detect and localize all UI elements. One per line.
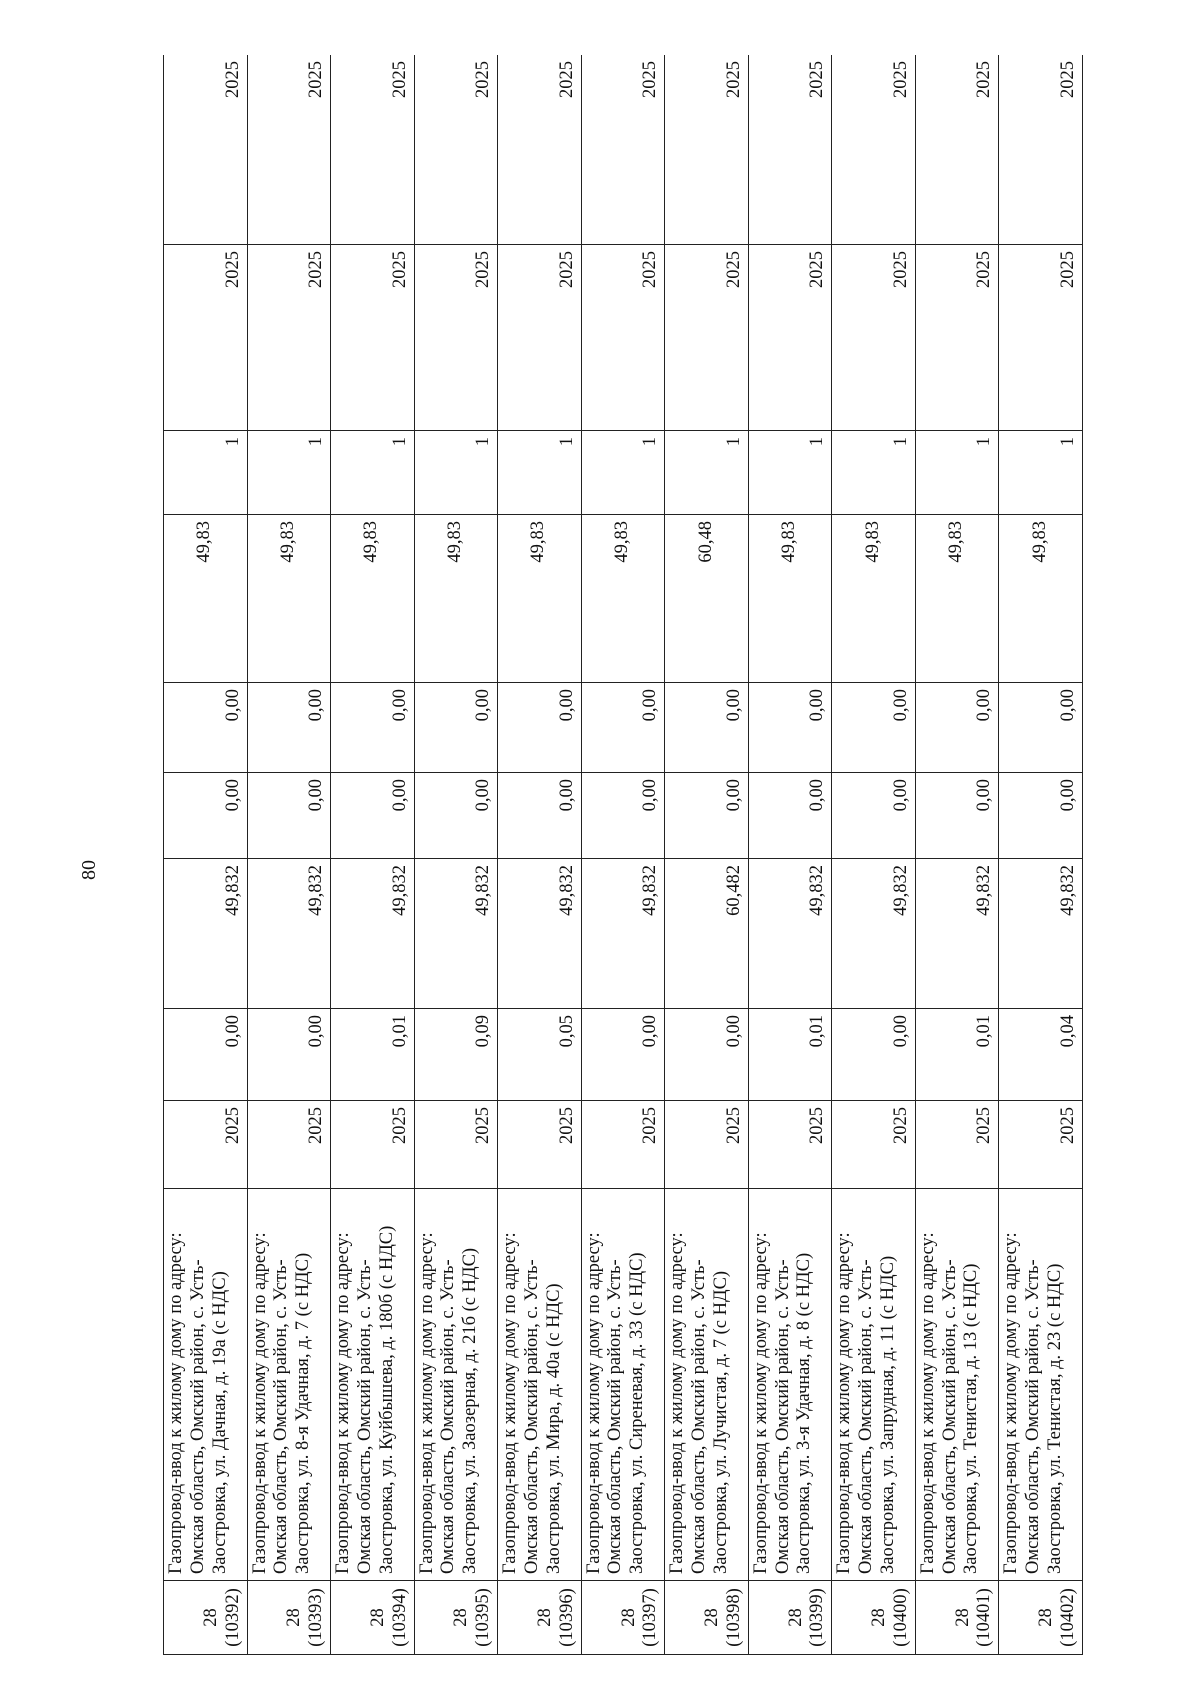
year-a-cell: 2025 [748,245,832,431]
value-3-cell: 0,00 [414,773,498,859]
value-4-cell: 0,00 [414,683,498,773]
object-name-cell: Газопровод-ввод к жилому дому по адресу: Омская область, Омский район, с. Усть-Заостровка, ул. Заозерная, д. 21б (с НДС) [414,1189,498,1581]
object-code-sub: (10401) [974,1588,995,1647]
year-start-cell: 2025 [498,1101,582,1189]
table-row [748,55,832,1655]
value-4-cell: 0,00 [581,683,665,773]
value-4-cell: 0,00 [498,683,582,773]
object-code-main: 28 [952,1608,973,1627]
count-cell: 1 [414,431,498,515]
object-code-main: 28 [367,1608,388,1627]
object-code-cell [164,1581,248,1655]
table-row [581,55,665,1655]
objects-table [163,55,1083,1655]
value-5-cell: 60,48 [665,515,749,683]
value-2-cell: 49,832 [331,859,415,1009]
count-cell: 1 [915,431,999,515]
object-code-sub: (10400) [890,1588,911,1647]
object-code-cell [915,1581,999,1655]
year-a-cell: 2025 [498,245,582,431]
value-1-cell: 0,09 [414,1009,498,1101]
table-row [665,55,749,1655]
year-b-cell: 2025 [414,55,498,245]
value-4-cell: 0,00 [832,683,916,773]
object-code-sub: (10395) [473,1588,494,1647]
value-5-cell: 49,83 [915,515,999,683]
object-code-cell [247,1581,331,1655]
value-1-cell: 0,05 [498,1009,582,1101]
table-row [498,55,582,1655]
value-5-cell: 49,83 [999,515,1083,683]
count-cell: 1 [999,431,1083,515]
object-code-sub: (10394) [389,1588,410,1647]
object-code-sub: (10393) [306,1588,327,1647]
value-3-cell: 0,00 [581,773,665,859]
year-b-cell: 2025 [748,55,832,245]
object-code-cell [414,1581,498,1655]
table-body [164,55,1083,1655]
year-start-cell: 2025 [665,1101,749,1189]
year-a-cell: 2025 [665,245,749,431]
count-cell: 1 [748,431,832,515]
object-name-cell: Газопровод-ввод к жилому дому по адресу: Омская область, Омский район, с. Усть-Заостровка, ул. Запрудная, д. 11 (с НДС) [832,1189,916,1581]
value-3-cell: 0,00 [915,773,999,859]
object-code-main: 28 [284,1608,305,1627]
object-name-cell: Газопровод-ввод к жилому дому по адресу: Омская область, Омский район, с. Усть-Заостровка, ул. Тенистая, д. 23 (с НДС) [999,1189,1083,1581]
table-row [164,55,248,1655]
object-name-cell: Газопровод-ввод к жилому дому по адресу: Омская область, Омский район, с. Усть-Заостровка, ул. Сиреневая, д. 33 (с НДС) [581,1189,665,1581]
value-3-cell: 0,00 [748,773,832,859]
year-b-cell: 2025 [832,55,916,245]
value-2-cell: 49,832 [247,859,331,1009]
value-4-cell: 0,00 [665,683,749,773]
value-1-cell: 0,00 [832,1009,916,1101]
value-5-cell: 49,83 [748,515,832,683]
object-code-sub: (10399) [807,1588,828,1647]
object-code-cell [999,1581,1083,1655]
object-code-main: 28 [869,1608,890,1627]
value-5-cell: 49,83 [331,515,415,683]
year-b-cell: 2025 [581,55,665,245]
page-number: 80 [78,860,100,880]
year-b-cell: 2025 [999,55,1083,245]
table-row [832,55,916,1655]
value-4-cell: 0,00 [915,683,999,773]
value-1-cell: 0,00 [665,1009,749,1101]
value-3-cell: 0,00 [832,773,916,859]
object-code-sub: (10396) [556,1588,577,1647]
object-code-main: 28 [702,1608,723,1627]
object-code-main: 28 [1036,1608,1057,1627]
value-5-cell: 49,83 [414,515,498,683]
object-code-main: 28 [451,1608,472,1627]
object-name-cell: Газопровод-ввод к жилому дому по адресу: Омская область, Омский район, с. Усть-Заостровка, ул. Мира, д. 40а (с НДС) [498,1189,582,1581]
value-4-cell: 0,00 [247,683,331,773]
object-code-main: 28 [535,1608,555,1627]
value-3-cell: 0,00 [331,773,415,859]
value-3-cell: 0,00 [247,773,331,859]
value-2-cell: 60,482 [665,859,749,1009]
year-a-cell: 2025 [832,245,916,431]
object-code-main: 28 [785,1608,806,1627]
table-row [331,55,415,1655]
object-code-cell [748,1581,832,1655]
count-cell: 1 [247,431,331,515]
value-4-cell: 0,00 [748,683,832,773]
value-2-cell: 49,832 [498,859,582,1009]
value-1-cell: 0,01 [748,1009,832,1101]
table-row [999,55,1083,1655]
object-code-sub: (10392) [222,1588,243,1647]
count-cell: 1 [164,431,248,515]
value-5-cell: 49,83 [498,515,582,683]
table-wrapper [163,55,1083,1655]
year-start-cell: 2025 [915,1101,999,1189]
value-3-cell: 0,00 [498,773,582,859]
count-cell: 1 [581,431,665,515]
value-2-cell: 49,832 [748,859,832,1009]
value-1-cell: 0,00 [164,1009,248,1101]
value-1-cell: 0,04 [999,1009,1083,1101]
count-cell: 1 [665,431,749,515]
year-a-cell: 2025 [999,245,1083,431]
value-3-cell: 0,00 [164,773,248,859]
value-2-cell: 49,832 [915,859,999,1009]
object-code-sub: (10402) [1058,1588,1079,1647]
year-start-cell: 2025 [832,1101,916,1189]
object-code-sub: (10398) [723,1588,744,1647]
year-start-cell: 2025 [414,1101,498,1189]
object-code-sub: (10397) [640,1588,661,1647]
year-a-cell: 2025 [581,245,665,431]
year-a-cell: 2025 [331,245,415,431]
value-4-cell: 0,00 [331,683,415,773]
object-name-cell: Газопровод-ввод к жилому дому по адресу: Омская область, Омский район, с. Усть-Заостровка, ул. Дачная, д. 19а (с НДС) [164,1189,248,1581]
value-3-cell: 0,00 [665,773,749,859]
year-a-cell: 2025 [414,245,498,431]
object-name-cell: Газопровод-ввод к жилому дому по адресу: Омская область, Омский район, с. Усть-Заостровка, ул. 8-я Удачная, д. 7 (с НДС) [247,1189,331,1581]
value-2-cell: 49,832 [832,859,916,1009]
year-b-cell: 2025 [498,55,582,245]
value-4-cell: 0,00 [164,683,248,773]
year-b-cell: 2025 [331,55,415,245]
table-row [247,55,331,1655]
year-b-cell: 2025 [164,55,248,245]
value-5-cell: 49,83 [581,515,665,683]
object-code-cell [832,1581,916,1655]
value-2-cell: 49,832 [164,859,248,1009]
value-2-cell: 49,832 [581,859,665,1009]
value-2-cell: 49,832 [414,859,498,1009]
count-cell: 1 [331,431,415,515]
object-code-cell [581,1581,665,1655]
table-row [915,55,999,1655]
table-row [414,55,498,1655]
year-a-cell: 2025 [164,245,248,431]
object-code-cell [331,1581,415,1655]
object-code-cell [498,1581,582,1655]
value-2-cell: 49,832 [999,859,1083,1009]
object-name-cell: Газопровод-ввод к жилому дому по адресу: Омская область, Омский район, с. Усть-Заостровка, ул. Лучистая, д. 7 (с НДС) [665,1189,749,1581]
year-start-cell: 2025 [331,1101,415,1189]
value-4-cell: 0,00 [999,683,1083,773]
object-code-cell [665,1581,749,1655]
object-code-main: 28 [618,1608,639,1627]
year-start-cell: 2025 [247,1101,331,1189]
object-name-cell: Газопровод-ввод к жилому дому по адресу: Омская область, Омский район, с. Усть-Заостровка, ул. Тенистая, д. 13 (с НДС) [915,1189,999,1581]
year-start-cell: 2025 [999,1101,1083,1189]
value-5-cell: 49,83 [247,515,331,683]
value-5-cell: 49,83 [832,515,916,683]
count-cell: 1 [832,431,916,515]
value-1-cell: 0,01 [331,1009,415,1101]
table-viewport [163,55,1083,1655]
year-start-cell: 2025 [581,1101,665,1189]
year-b-cell: 2025 [247,55,331,245]
count-cell: 1 [498,431,582,515]
year-b-cell: 2025 [665,55,749,245]
year-a-cell: 2025 [915,245,999,431]
year-b-cell: 2025 [915,55,999,245]
value-1-cell: 0,01 [915,1009,999,1101]
object-name-cell: Газопровод-ввод к жилому дому по адресу: Омская область, Омский район, с. Усть-Заостровка, ул. 3-я Удачная, д. 8 (с НДС) [748,1189,832,1581]
object-code-main: 28 [200,1608,221,1627]
value-1-cell: 0,00 [581,1009,665,1101]
year-a-cell: 2025 [247,245,331,431]
year-start-cell: 2025 [164,1101,248,1189]
year-start-cell: 2025 [748,1101,832,1189]
value-3-cell: 0,00 [999,773,1083,859]
object-name-cell: Газопровод-ввод к жилому дому по адресу: Омская область, Омский район, с. Усть-Заостровка, ул. Куйбышева, д. 180б (с НДС) [331,1189,415,1581]
value-1-cell: 0,00 [247,1009,331,1101]
value-5-cell: 49,83 [164,515,248,683]
